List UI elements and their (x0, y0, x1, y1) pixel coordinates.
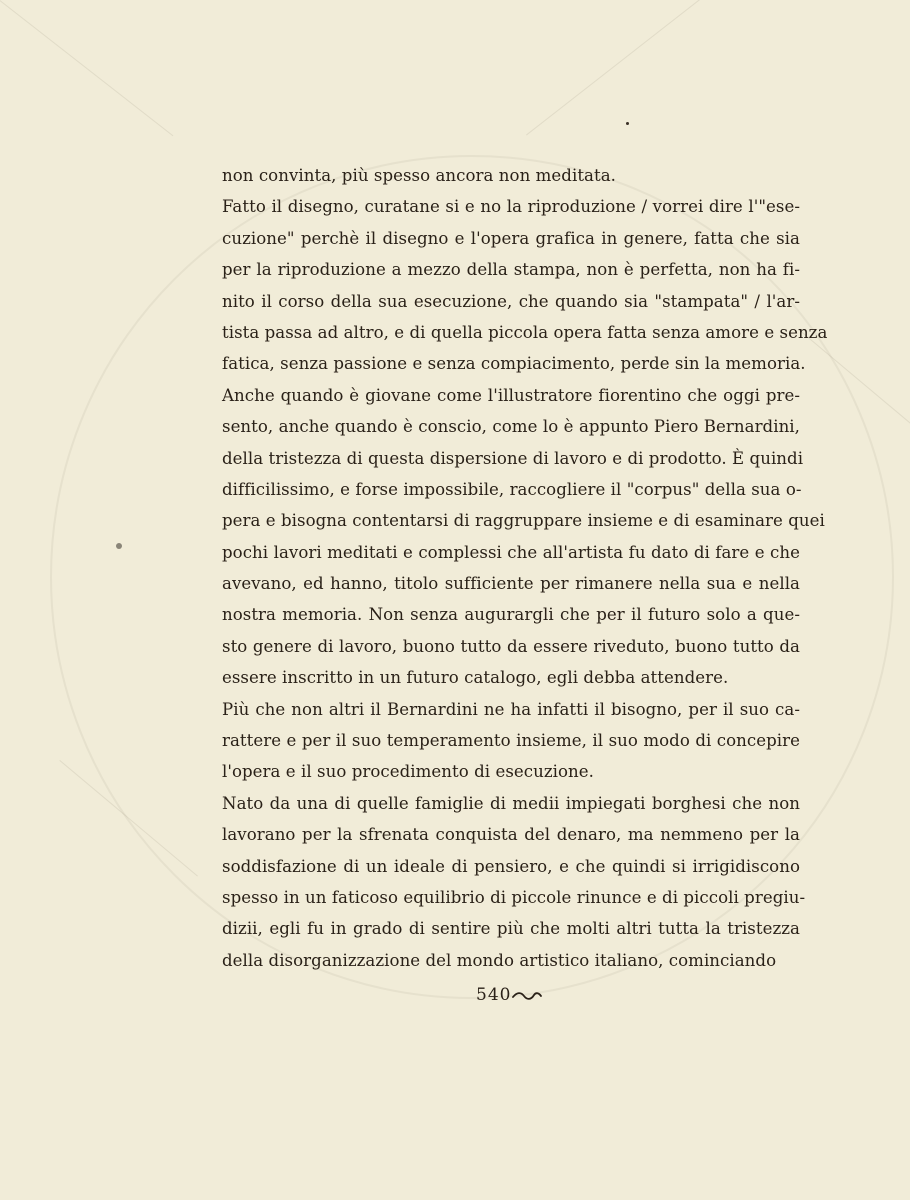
text-line: nito il corso della sua esecuzione, che quando sia "stampata" / l'ar- (222, 291, 800, 311)
text-line: spesso in un faticoso equilibrio di piccole rinunce e di piccoli pregiu- (222, 887, 806, 907)
text-line: Più che non altri il Bernardini ne ha infatti il bisogno, per il suo ca- (222, 699, 800, 719)
text-line: nostra memoria. Non senza augurargli che per il futuro solo a que- (222, 605, 800, 625)
text-line: sto genere di lavoro, buono tutto da essere riveduto, buono tutto da (222, 636, 800, 656)
text-line: cuzione" perchè il disegno e l'opera grafica in genere, fatta che sia (222, 228, 800, 248)
text-line: Anche quando è giovane come l'illustratore fiorentino che oggi pre- (222, 385, 800, 405)
watermark-line (59, 760, 198, 876)
watermark-line (799, 330, 910, 434)
text-line: non convinta, più spesso ancora non meditata. (222, 166, 616, 185)
text-line: dizii, egli fu in grado di sentire più che molti altri tutta la tristezza (222, 919, 800, 939)
watermark-line (526, 0, 700, 135)
text-line: rattere e per il suo temperamento insieme, il suo modo di concepire (222, 731, 800, 751)
text-line: pochi lavori meditati e complessi che all'artista fu dato di fare e che (222, 542, 800, 562)
watermark-line (0, 0, 173, 136)
text-line: per la riproduzione a mezzo della stampa, non è perfetta, non ha fi- (222, 260, 800, 280)
text-line: tista passa ad altro, e di quella piccola opera fatta senza amore e senza (222, 322, 828, 342)
text-line: della tristezza di questa dispersione di lavoro e di prodotto. È quindi (222, 448, 804, 468)
text-line: della disorganizzazione del mondo artistico italiano, cominciando (222, 950, 777, 970)
text-line: sento, anche quando è conscio, come lo è appunto Piero Bernardini, (222, 417, 800, 437)
text-line: pera e bisogna contentarsi di raggruppare insieme e di esaminare quei (222, 511, 825, 531)
body-text (222, 160, 828, 976)
flourish-icon (512, 990, 542, 1002)
text-line: fatica, senza passione e senza compiacimento, perde sin la memoria. (222, 354, 806, 374)
text-line: lavorano per la sfrenata conquista del denaro, ma nemmeno per la (222, 825, 800, 845)
text-line: l'opera e il suo procedimento di esecuzione. (222, 762, 594, 782)
text-line: Nato da una di quelle famiglie di medii impiegati borghesi che non (222, 793, 800, 813)
text-line: soddisfazione di un ideale di pensiero, e che quindi si irrigidiscono (222, 856, 800, 876)
text-line: difficilissimo, e forse impossibile, raccogliere il "corpus" della sua o- (222, 479, 802, 499)
ink-speck (116, 543, 122, 549)
text-line: essere inscritto in un futuro catalogo, egli debba attendere. (222, 668, 729, 688)
page-number: 540 (476, 985, 512, 1005)
text-line: Fatto il disegno, curatane si e no la riproduzione / vorrei dire l'"ese- (222, 197, 800, 217)
ink-dot (626, 122, 629, 125)
text-line: avevano, ed hanno, titolo sufficiente per rimanere nella sua e nella (222, 574, 800, 594)
